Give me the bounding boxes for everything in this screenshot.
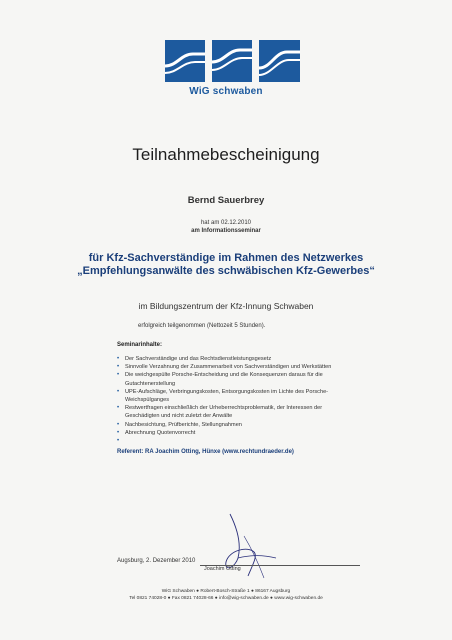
content-item: • Abrechnung Quotenvorrecht bbox=[117, 429, 357, 437]
logo-text: WiG schwaben bbox=[189, 86, 263, 97]
attendance-date: hat am 02.12.2010 bbox=[200, 220, 252, 226]
seminar-type: am Informationsseminar bbox=[191, 228, 261, 234]
footer-contact: Tel 0821 74028-0 ● Fax 0821 74028-66 ● info@wig-schwaben.de ● www.wig-schwaben.de bbox=[129, 596, 323, 601]
content-list bbox=[117, 355, 357, 437]
completion-note: erfolgreich teilgenommen (Nettozeit 5 Stunden). bbox=[138, 323, 266, 329]
content-heading: Seminarinhalte: bbox=[117, 342, 163, 348]
venue: im Bildungszentrum der Kfz-Innung Schwaben bbox=[138, 301, 314, 311]
content-item: • Der Sachverständige und das Rechtsdienstleistungsgesetz bbox=[117, 355, 357, 363]
participant-name: Bernd Sauerbrey bbox=[187, 195, 265, 206]
content-item: • UPE-Aufschläge, Verbringungskosten, Entsorgungskosten im Lichte des Porsche- bbox=[117, 388, 357, 396]
place-and-date: Augsburg, 2. Dezember 2010 bbox=[117, 558, 196, 564]
content-item-continuation: Gutachtenerstellung bbox=[125, 380, 176, 387]
wig-logo bbox=[165, 40, 300, 82]
handwritten-signature bbox=[202, 506, 282, 586]
content-item: • Sinnvolle Verzahnung der Zusammenarbeit von Sachverständigen und Werkstätten bbox=[117, 363, 357, 371]
course-title-line-2: „Empfehlungsanwälte des schwäbischen Kfz-Gewerbes“ bbox=[77, 265, 375, 277]
content-item-continuation: Weichspülganges bbox=[125, 397, 170, 404]
certificate-title: Teilnahmebescheinigung bbox=[132, 145, 320, 164]
signer-name: Joachim Otting bbox=[204, 566, 241, 572]
content-item: • Die weichgespülte Porsche-Entscheidung und die Konsequenzen daraus für die bbox=[117, 371, 357, 379]
content-item-continuation: Geschädigten und nicht zuletzt der Anwälte bbox=[125, 413, 233, 420]
footer-address: WiG Schwaben ● Robert-Bosch-Straße 1 ● 86167 Augsburg bbox=[161, 589, 291, 594]
course-title-line-1: für Kfz-Sachverständige im Rahmen des Netzwerkes bbox=[88, 252, 364, 264]
content-item: • Nachbesichtung, Prüfberichte, Stellungnahmen bbox=[117, 421, 357, 429]
referent: Referent: RA Joachim Otting, Hünxe (www.rechtundraeder.de) bbox=[117, 449, 294, 455]
content-item: • Restwertfragen einschließlich der Urheberrechtsproblematik, der Interessen der bbox=[117, 404, 357, 412]
